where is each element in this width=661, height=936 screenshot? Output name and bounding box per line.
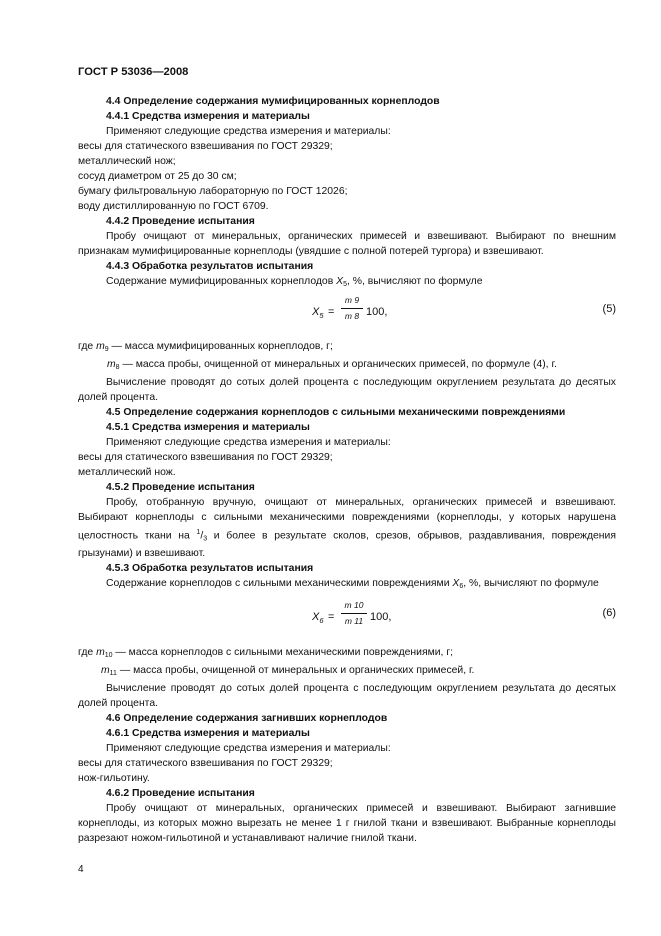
document-page xyxy=(78,0,616,936)
formula-number: (6) xyxy=(602,607,616,620)
where-line: где $m_9$ — масса мумифицированных корнеплодов, г; xyxy=(78,341,333,353)
section-4-5-1-title: 4.5.1 Средства измерения и материалы xyxy=(106,422,310,433)
fraction-denominator: m 8 xyxy=(344,311,360,321)
section-4-4-2-title: 4.4.2 Проведение испытания xyxy=(106,216,255,227)
page-number: 4 xyxy=(78,864,84,875)
where-line: где $m_{10}$ — масса корнеплодов с сильными механическими повреждениями, г; xyxy=(78,647,453,660)
formula-coefficient: 100, xyxy=(366,306,388,318)
paragraph: Пробу очищают от минеральных, органических примесей и взвешивают. Выбирают загнившие корнеплоды, из которых можно вырезать не менее 1 г гнилой ткани и взвешивают. Выбранные корнеплоды разрезают ножом-гильотиной и устанавливают наличие гнилой ткани. xyxy=(78,803,616,845)
list-item: металлический нож; xyxy=(78,156,176,167)
materials-intro: Применяют следующие средства измерения и материалы: xyxy=(106,743,391,755)
formula-coefficient: 100, xyxy=(370,611,392,624)
section-4-6-2-title: 4.6.2 Проведение испытания xyxy=(106,788,255,800)
paragraph: Вычисление проводят до сотых долей процента с последующим округлением результата до десятых долей процента. xyxy=(78,683,616,710)
list-item: бумагу фильтровальную лабораторную по ГОСТ 12026; xyxy=(78,186,348,197)
document-body xyxy=(78,94,616,846)
list-item: воду дистиллированную по ГОСТ 6709. xyxy=(78,201,269,212)
formula-number: (5) xyxy=(602,303,616,315)
list-item: сосуд диаметром от 25 до 30 см; xyxy=(78,171,237,182)
formula-lhs: $X_6$ xyxy=(312,611,324,626)
list-item: весы для статического взвешивания по ГОСТ 29329; xyxy=(78,141,333,152)
fraction-numerator: m 9 xyxy=(341,294,363,309)
section-4-6-1-title: 4.6.1 Средства измерения и материалы xyxy=(106,728,310,740)
section-4-5-title: 4.5 Определение содержания корнеплодов с сильными механическими повреждениями xyxy=(106,407,566,418)
section-4-4-1-title: 4.4.1 Средства измерения и материалы xyxy=(106,111,310,122)
materials-intro: Применяют следующие средства измерения и материалы: xyxy=(106,126,391,137)
formula-fraction xyxy=(341,599,367,628)
section-4-4-3-title: 4.4.3 Обработка результатов испытания xyxy=(106,261,314,272)
where-line: $m_8$ — масса пробы, очищенной от минеральных и органических примесей, по формуле (4), г. xyxy=(107,359,557,371)
section-4-5-2-title: 4.5.2 Проведение испытания xyxy=(106,482,255,493)
section-4-5-3-title: 4.5.3 Обработка результатов испытания xyxy=(106,563,314,575)
paragraph: Содержание корнеплодов с сильными механическими повреждениями $X_6$, %, вычисляют по формуле xyxy=(106,578,599,591)
paragraph: Пробу очищают от минеральных, органических примесей и взвешивают. Выбирают по внешним признакам мумифицированные корнеплоды (увядшие с полной потерей тургора) и взвешивают. xyxy=(78,231,616,257)
formula-5 xyxy=(78,292,616,334)
paragraph: Содержание мумифицированных корнеплодов $X_5$, %, вычисляют по формуле xyxy=(106,276,483,288)
fraction-numerator: m 10 xyxy=(341,599,367,614)
list-item: нож-гильотину. xyxy=(78,773,150,785)
where-line: $m_{11}$ — масса пробы, очищенной от минеральных и органических примесей, г. xyxy=(101,665,475,678)
paragraph: Пробу, отобранную вручную, очищают от минеральных, органических примесей и взвешивают. Выбирают корнеплоды с сильными механическими повреждениями (корнеплоды, у которых нарушена целостность ткани на $^1/_3$ и более в результате сколов, срезов, обрывов, раздавливания, повреждения грызунами) и взвешивают. xyxy=(78,497,616,560)
list-item: металлический нож. xyxy=(78,467,176,478)
formula-equals: = xyxy=(328,611,335,624)
section-4-4-title: 4.4 Определение содержания мумифицированных корнеплодов xyxy=(106,96,440,107)
list-item: весы для статического взвешивания по ГОСТ 29329; xyxy=(78,452,333,463)
formula-lhs: $X_5$ xyxy=(312,306,324,320)
list-item: весы для статического взвешивания по ГОСТ 29329; xyxy=(78,758,333,770)
document-header: ГОСТ Р 53036—2008 xyxy=(78,66,189,78)
paragraph: Вычисление проводят до сотых долей процента с последующим округлением результата до десятых долей процента. xyxy=(78,377,616,403)
formula-equals: = xyxy=(328,306,335,318)
materials-intro: Применяют следующие средства измерения и материалы: xyxy=(106,437,391,448)
fraction-denominator: m 11 xyxy=(344,616,364,627)
section-4-6-title: 4.6 Определение содержания загнивших корнеплодов xyxy=(106,713,388,725)
formula-6 xyxy=(78,594,616,640)
formula-fraction xyxy=(341,294,363,323)
